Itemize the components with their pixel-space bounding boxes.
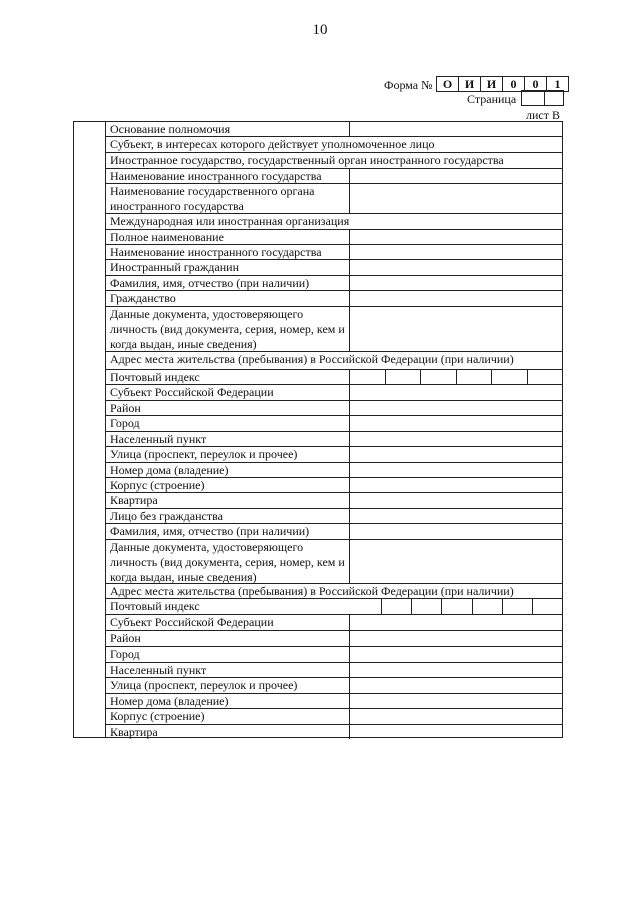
row-label: Населенный пункт — [110, 432, 207, 446]
postal-code-digit[interactable] — [491, 370, 527, 384]
row-label: Город — [110, 416, 140, 430]
form-row — [106, 509, 562, 524]
row-value-field[interactable] — [349, 678, 562, 693]
row-label: Корпус (строение) — [110, 478, 205, 492]
row-value-field[interactable] — [349, 663, 562, 677]
row-value-field[interactable] — [349, 478, 562, 492]
form-row — [106, 463, 562, 478]
form-code-cell: 0 — [503, 77, 525, 91]
form-row — [106, 678, 562, 694]
form-code-cell: И — [459, 77, 481, 91]
row-label: Полное наименование — [110, 230, 224, 244]
row-label: Гражданство — [110, 291, 176, 305]
form-row — [106, 447, 562, 463]
row-label: Квартира — [110, 725, 158, 739]
row-label: Лицо без гражданства — [110, 509, 223, 523]
postal-code-digit[interactable] — [532, 599, 562, 614]
form-row — [106, 709, 562, 725]
row-value-field[interactable] — [349, 540, 562, 583]
form-row — [106, 385, 562, 401]
page-number: 10 — [312, 22, 328, 38]
form-row — [106, 663, 562, 678]
row-value-field[interactable] — [349, 401, 562, 415]
postal-code-digit[interactable] — [349, 370, 385, 384]
row-value-field[interactable] — [349, 615, 562, 630]
row-value-field[interactable] — [349, 447, 562, 462]
form-row — [106, 725, 562, 739]
row-label: Субъект Российской Федерации — [110, 385, 274, 399]
form-row — [106, 647, 562, 663]
form-row — [106, 540, 562, 584]
row-label: Почтовый индекс — [110, 370, 200, 384]
form-row — [106, 694, 562, 709]
form-table — [73, 121, 563, 738]
row-label: Адрес места жительства (пребывания) в Российской Федерации (при наличии) — [110, 352, 514, 366]
form-row — [106, 615, 562, 631]
form-row — [106, 416, 562, 432]
row-value-field[interactable] — [349, 524, 562, 539]
row-value-field[interactable] — [349, 291, 562, 306]
postal-code-digit[interactable] — [527, 370, 563, 384]
row-value-field[interactable] — [349, 184, 562, 213]
form-row — [106, 276, 562, 291]
form-row — [106, 478, 562, 493]
row-label: Номер дома (владение) — [110, 463, 229, 477]
row-label: Почтовый индекс — [110, 599, 200, 613]
form-row — [106, 214, 562, 230]
row-label: Район — [110, 631, 141, 645]
row-label: Город — [110, 647, 140, 661]
row-value-field[interactable] — [349, 307, 562, 351]
postal-code-digit[interactable] — [441, 599, 471, 614]
form-row — [106, 245, 562, 260]
row-value-field[interactable] — [349, 122, 562, 136]
postal-code-digit[interactable] — [456, 370, 492, 384]
row-value-field[interactable] — [349, 432, 562, 446]
form-row — [106, 352, 562, 370]
form-row — [106, 524, 562, 540]
row-value-field[interactable] — [349, 463, 562, 477]
form-row — [106, 153, 562, 169]
sheet-label: лист В — [526, 108, 560, 122]
form-row — [106, 260, 562, 276]
row-label: Иностранное государство, государственный орган иностранного государства — [110, 153, 504, 167]
page-number-field-2[interactable] — [544, 90, 564, 106]
row-value-field[interactable] — [349, 260, 562, 275]
postal-code-digit[interactable] — [385, 370, 421, 384]
row-label: Основание полномочия — [110, 122, 231, 136]
row-value-field[interactable] — [349, 709, 562, 724]
form-row — [106, 631, 562, 647]
row-label: Субъект Российской Федерации — [110, 615, 274, 629]
postal-code-cells — [381, 599, 562, 614]
form-row — [106, 307, 562, 352]
row-label: Данные документа, удостоверяющего личность (вид документа, серия, номер, кем и когда выдан, иные сведения) — [110, 307, 345, 351]
row-label: Квартира — [110, 493, 158, 507]
row-value-field[interactable] — [349, 694, 562, 708]
row-label: Фамилия, имя, отчество (при наличии) — [110, 524, 310, 538]
row-label: Данные документа, удостоверяющего личность (вид документа, серия, номер, кем и когда выдан, иные сведения) — [110, 540, 345, 584]
left-margin-column — [74, 122, 106, 737]
row-label: Корпус (строение) — [110, 709, 205, 723]
row-value-field[interactable] — [349, 385, 562, 400]
form-row — [106, 122, 562, 137]
form-code-cell: 1 — [554, 77, 561, 91]
row-label: Субъект, в интересах которого действует уполномоченное лицо — [110, 137, 435, 151]
row-label: Фамилия, имя, отчество (при наличии) — [110, 276, 310, 290]
page-label: Страница — [467, 92, 517, 106]
row-value-field[interactable] — [349, 169, 562, 183]
row-value-field[interactable] — [349, 631, 562, 646]
form-row — [106, 169, 562, 184]
row-label: Район — [110, 401, 141, 415]
form-code-cell: 0 — [525, 77, 547, 91]
form-row — [106, 137, 562, 153]
row-value-field[interactable] — [349, 647, 562, 662]
form-row — [106, 184, 562, 214]
row-value-field[interactable] — [349, 509, 562, 523]
page-number-field[interactable] — [521, 90, 545, 106]
form-code-cell: И — [481, 77, 503, 91]
row-value-field[interactable] — [349, 416, 562, 431]
form-number-label: Форма № — [384, 78, 433, 92]
postal-code-digit[interactable] — [411, 599, 441, 614]
row-label: Адрес места жительства (пребывания) в Российской Федерации (при наличии) — [110, 584, 514, 598]
row-label: Номер дома (владение) — [110, 694, 229, 708]
row-value-field[interactable] — [349, 230, 562, 244]
form-row — [106, 493, 562, 509]
postal-code-digit[interactable] — [420, 370, 456, 384]
postal-code-cells — [349, 370, 562, 384]
row-label: Улица (проспект, переулок и прочее) — [110, 678, 298, 692]
row-label: Наименование иностранного государства — [110, 245, 322, 259]
row-label: Наименование государственного органа иностранного государства — [110, 184, 315, 213]
row-value-field[interactable] — [349, 245, 562, 259]
row-label: Населенный пункт — [110, 663, 207, 677]
row-label: Улица (проспект, переулок и прочее) — [110, 447, 298, 461]
form-row — [106, 599, 562, 615]
row-value-field[interactable] — [349, 493, 562, 508]
form-row — [106, 401, 562, 416]
form-row — [106, 230, 562, 245]
postal-code-digit[interactable] — [502, 599, 532, 614]
row-value-field[interactable] — [349, 276, 562, 290]
postal-code-digit[interactable] — [381, 599, 411, 614]
row-label: Иностранный гражданин — [110, 260, 239, 274]
form-code-cell: О — [437, 77, 459, 91]
postal-code-digit[interactable] — [472, 599, 502, 614]
row-label: Международная или иностранная организация — [110, 214, 350, 228]
form-row — [106, 370, 562, 385]
row-label: Наименование иностранного государства — [110, 169, 322, 183]
row-value-field[interactable] — [349, 725, 562, 739]
form-row — [106, 291, 562, 307]
form-row — [106, 584, 562, 599]
form-row — [106, 432, 562, 447]
